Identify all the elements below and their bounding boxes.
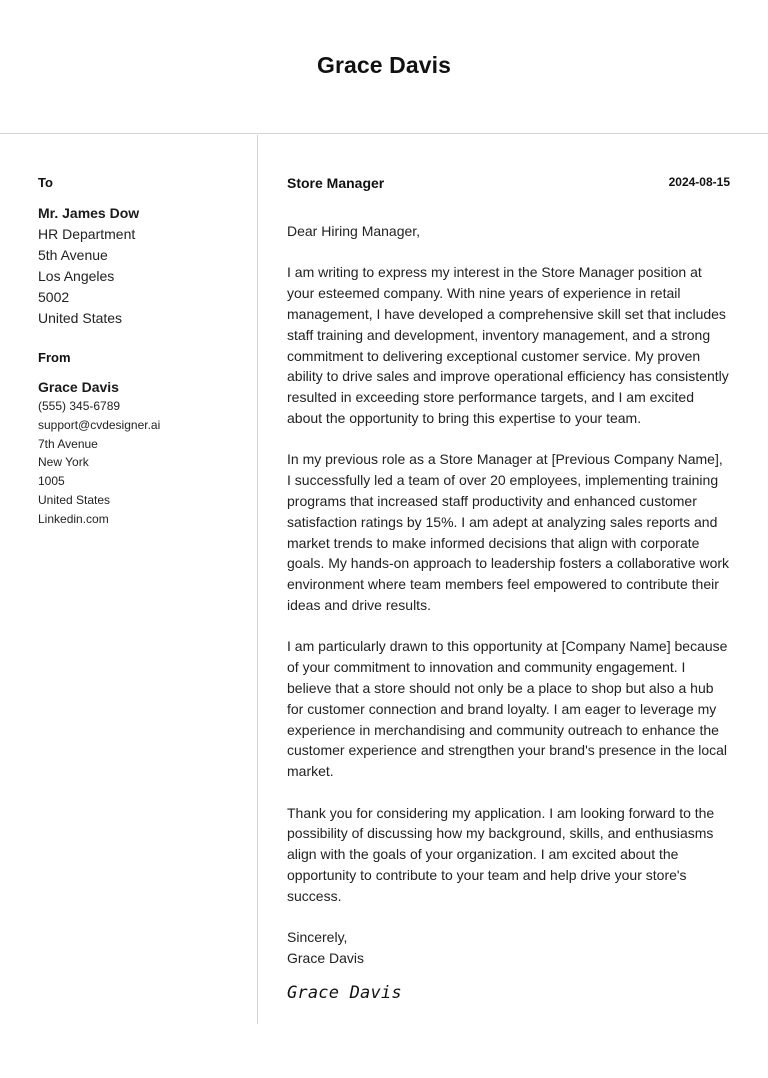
closing-block [287, 927, 730, 969]
letter-date: 2024-08-15 [668, 175, 730, 189]
sender-linkedin: Linkedin.com [38, 511, 109, 526]
column-divider [257, 135, 258, 1024]
sender-street: 7th Avenue [38, 436, 98, 451]
recipient-street: 5th Avenue [38, 247, 108, 263]
sender-country: United States [38, 492, 111, 507]
recipient-heading: To [38, 175, 53, 190]
recipient-department: HR Department [38, 226, 136, 242]
sidebar [38, 173, 248, 529]
sender-email: support@cvdesigner.ai [38, 417, 161, 432]
signature: Grace Davis [287, 982, 402, 1003]
letter-meta [287, 173, 730, 193]
recipient-country: United States [38, 310, 123, 326]
letter-body [287, 173, 730, 1003]
sender-name: Grace Davis [38, 379, 119, 395]
sender-phone: (555) 345-6789 [38, 399, 121, 413]
sender-heading: From [38, 350, 71, 365]
applicant-name-title: Grace Davis [316, 52, 452, 78]
job-title: Store Manager [287, 175, 385, 191]
closing-phrase: Sincerely, [287, 929, 348, 946]
recipient-city: Los Angeles [38, 268, 115, 284]
sender-postal-code: 1005 [38, 474, 65, 489]
salutation: Dear Hiring Manager, [287, 223, 421, 239]
sender-city: New York [38, 455, 89, 470]
closing-name: Grace Davis [287, 949, 365, 966]
recipient-name: Mr. James Dow [38, 205, 140, 221]
recipient-postal-code: 5002 [38, 289, 70, 305]
paragraph-1: I am writing to express my interest in the Store Manager position at your esteemed company. With nine years of experience in retail management, I have developed a comprehensive skill set that includes staff training and development, inventory management, and a strong commitment to delivering exceptional customer service. My proven ability to drive sales and improve operational efficiency has consistently resulted in exceeding store performance targets, and I am excited about the opportunity to bring this expertise to your team. [287, 264, 729, 426]
paragraph-4: Thank you for considering my application. I am looking forward to the possibility of discussing how my background, skills, and enthusiasms align with the goals of your organization. I am excited about the opportunity to contribute to your team and help drive your store's success. [287, 804, 715, 904]
document-header [0, 0, 768, 134]
paragraph-2: In my previous role as a Store Manager at [Previous Company Name], I successfully led a team of over 20 employees, implementing training programs that increased staff productivity and enhanced customer satisfaction ratings by 15%. I am adept at analyzing sales reports and market trends to make informed decisions that align with corporate goals. My hands-on approach to leadership fosters a collaborative work environment where team members feel empowered to contribute their ideas and drive results. [287, 451, 730, 613]
paragraph-3: I am particularly drawn to this opportunity at [Company Name] because of your commitment to innovation and community engagement. I believe that a store should not only be a place to shop but also a hub for customer connection and brand loyalty. I am eager to leverage my experience in merchandising and community outreach to enhance the customer experience and strengthen your brand's presence in the local market. [287, 638, 728, 780]
